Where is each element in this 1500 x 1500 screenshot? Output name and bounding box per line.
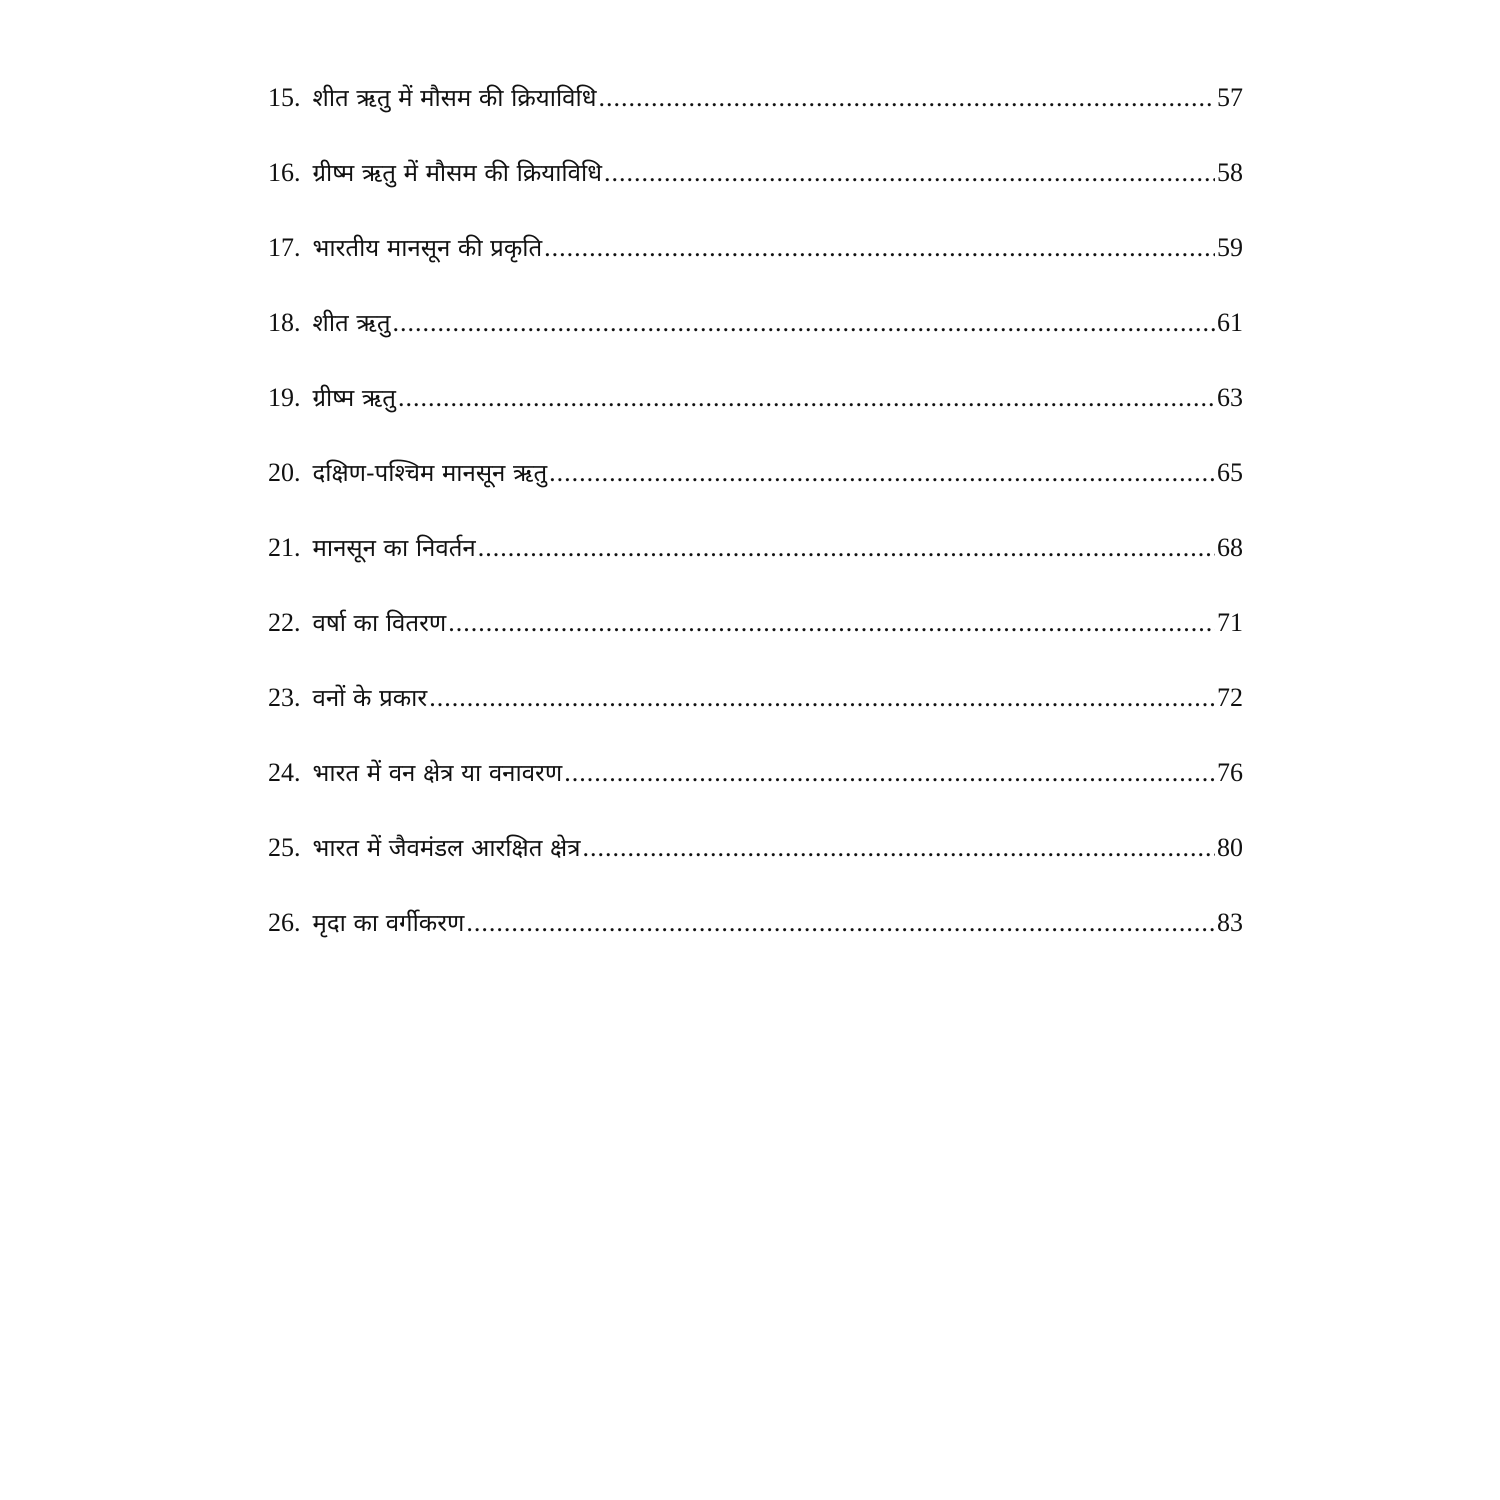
- dot-leader: [549, 453, 1215, 493]
- page-number: 83: [1217, 908, 1243, 937]
- toc-entry: [268, 78, 1243, 153]
- page-number: 57: [1217, 83, 1243, 112]
- page-number: 72: [1217, 683, 1243, 712]
- entry-title: शीत ऋतु: [312, 309, 391, 337]
- page-number: 63: [1217, 383, 1243, 412]
- dot-leader: [429, 678, 1215, 718]
- toc-entry: [268, 303, 1243, 378]
- dot-leader: [564, 753, 1215, 793]
- entry-number: 22.: [268, 608, 301, 637]
- entry-title: दक्षिण-पश्चिम मानसून ऋतु: [312, 459, 548, 487]
- dot-leader: [544, 228, 1215, 268]
- entry-number: 15.: [268, 83, 301, 112]
- toc-entry: [268, 528, 1243, 603]
- entry-title: वर्षा का वितरण: [312, 609, 447, 637]
- entry-number: 16.: [268, 158, 301, 187]
- entry-title: वनों के प्रकार: [312, 684, 428, 712]
- dot-leader: [598, 78, 1215, 118]
- toc-entry: [268, 903, 1243, 978]
- page-number: 59: [1217, 233, 1243, 262]
- toc-entry: [268, 828, 1243, 903]
- page-number: 76: [1217, 758, 1243, 787]
- page-number: 58: [1217, 158, 1243, 187]
- toc-entry: [268, 153, 1243, 228]
- entry-number: 21.: [268, 533, 301, 562]
- page-number: 65: [1217, 458, 1243, 487]
- page-number: 71: [1217, 608, 1243, 637]
- entry-number: 19.: [268, 383, 301, 412]
- toc-entry: [268, 228, 1243, 303]
- toc-entry: [268, 453, 1243, 528]
- dot-leader: [398, 378, 1215, 418]
- entry-number: 24.: [268, 758, 301, 787]
- page-number: 61: [1217, 308, 1243, 337]
- page-number: 80: [1217, 833, 1243, 862]
- entry-title: भारत में वन क्षेत्र या वनावरण: [312, 759, 563, 787]
- entry-number: 18.: [268, 308, 301, 337]
- dot-leader: [604, 153, 1215, 193]
- entry-number: 17.: [268, 233, 301, 262]
- toc-entry: [268, 378, 1243, 453]
- toc-entry: [268, 603, 1243, 678]
- dot-leader: [393, 303, 1216, 343]
- table-of-contents: [268, 78, 1243, 978]
- entry-number: 23.: [268, 683, 301, 712]
- entry-number: 25.: [268, 833, 301, 862]
- dot-leader: [582, 828, 1215, 868]
- dot-leader: [478, 528, 1215, 568]
- dot-leader: [448, 603, 1215, 643]
- toc-entry: [268, 678, 1243, 753]
- entry-title: शीत ऋतु में मौसम की क्रियाविधि: [312, 84, 597, 112]
- dot-leader: [466, 903, 1215, 943]
- entry-title: मृदा का वर्गीकरण: [312, 909, 465, 937]
- entry-title: मानसून का निवर्तन: [312, 534, 476, 562]
- entry-title: भारत में जैवमंडल आरक्षित क्षेत्र: [312, 834, 581, 862]
- toc-entry: [268, 753, 1243, 828]
- entry-number: 20.: [268, 458, 301, 487]
- entry-title: भारतीय मानसून की प्रकृति: [312, 234, 543, 262]
- page-number: 68: [1217, 533, 1243, 562]
- entry-title: ग्रीष्म ऋतु में मौसम की क्रियाविधि: [312, 159, 602, 187]
- entry-title: ग्रीष्म ऋतु: [312, 384, 396, 412]
- entry-number: 26.: [268, 908, 301, 937]
